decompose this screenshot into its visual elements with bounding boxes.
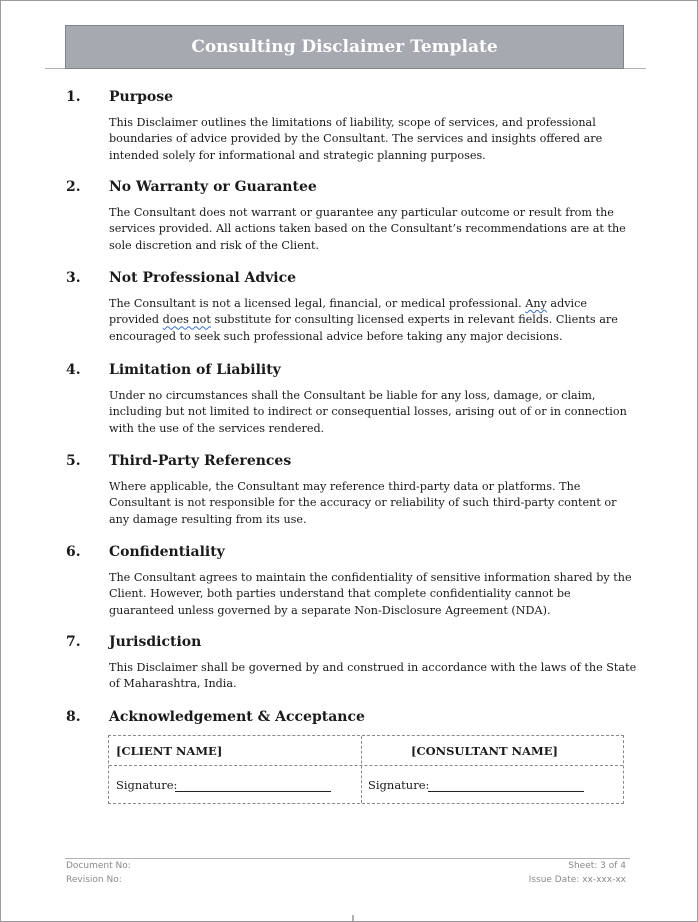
- body-line: services provided. All actions taken based on the Consultant’s recommendations are at the: [109, 222, 626, 236]
- client-name-cell: [CLIENT NAME]: [116, 744, 223, 758]
- section-body: [109, 570, 632, 619]
- body-line: intended solely for informational and strategic planning purposes.: [109, 148, 486, 162]
- section-number: 8.: [66, 709, 81, 725]
- spellcheck-underline: Any: [525, 297, 547, 310]
- section-body: [109, 388, 625, 437]
- section-number: 2.: [66, 179, 81, 195]
- section-body: [109, 205, 625, 254]
- body-line: The Consultant is not a licensed legal, financial, or medical professional. Any advice: [109, 297, 588, 310]
- section-title: Not Professional Advice: [109, 270, 297, 286]
- footer-sheet: Sheet: 3 of 4: [568, 861, 626, 871]
- spellcheck-underline: does not: [162, 313, 211, 327]
- body-line: This Disclaimer shall be governed by and construed in accordance with the laws of the State: [109, 661, 637, 674]
- section-number: 5.: [66, 453, 81, 469]
- section-title: Third-Party References: [109, 453, 292, 469]
- section-body: [109, 660, 637, 693]
- body-line: encouraged to seek such professional advice before taking any major decisions.: [109, 329, 563, 343]
- header-rule-left: [45, 68, 65, 69]
- body-line: of Maharashtra, India.: [109, 677, 237, 691]
- body-line: This Disclaimer outlines the limitations of liability, scope of services, and professional: [109, 116, 596, 129]
- consultant-signature-label: Signature:: [368, 778, 430, 792]
- footer-document-no: Document No:: [66, 861, 131, 871]
- body-line: The Consultant does not warrant or guarantee any particular outcome or result from the: [109, 206, 614, 219]
- consultant-signature-line[interactable]: [428, 791, 584, 792]
- body-line: with the use of the services rendered.: [109, 421, 325, 435]
- footer-rule: [65, 858, 630, 859]
- body-line: sole discretion and risk of the Client.: [109, 238, 320, 252]
- table-divider: [361, 736, 362, 803]
- section-number: 1.: [66, 89, 81, 105]
- body-line: boundaries of advice provided by the Consultant. The services and insights offered are: [109, 132, 603, 146]
- section-title: No Warranty or Guarantee: [109, 179, 317, 195]
- section-body: [109, 115, 625, 164]
- body-line: any damage resulting from its use.: [109, 512, 307, 526]
- document-title-banner: [65, 25, 624, 69]
- consultant-name-cell: [CONSULTANT NAME]: [411, 744, 558, 758]
- body-line: Client. However, both parties understand that complete confidentiality cannot be: [109, 587, 571, 601]
- page-marker: [352, 915, 354, 921]
- client-signature-line[interactable]: [175, 791, 331, 792]
- section-title: Jurisdiction: [109, 634, 202, 650]
- body-line: The Consultant agrees to maintain the confidentiality of sensitive information shared by the: [109, 571, 632, 584]
- section-title: Limitation of Liability: [109, 362, 281, 378]
- section-title: Acknowledgement & Acceptance: [109, 709, 365, 725]
- body-line: Where applicable, the Consultant may reference third-party data or platforms. The: [109, 480, 581, 493]
- client-signature-label: Signature:: [116, 778, 178, 792]
- signature-table: [108, 735, 624, 804]
- body-line: including but not limited to indirect or consequential losses, arising out of or in connection: [109, 405, 627, 419]
- section-title: Confidentiality: [109, 544, 225, 560]
- footer-revision-no: Revision No:: [66, 875, 122, 885]
- body-line: Under no circumstances shall the Consultant be liable for any loss, damage, or claim,: [109, 389, 596, 402]
- table-divider: [109, 765, 623, 766]
- section-number: 7.: [66, 634, 81, 650]
- document-title: Consulting Disclaimer Template: [191, 37, 498, 57]
- section-number: 3.: [66, 270, 81, 286]
- section-number: 6.: [66, 544, 81, 560]
- body-line: provided does not substitute for consulting licensed experts in relevant fields. Clients are: [109, 313, 618, 327]
- section-body: [109, 296, 625, 345]
- body-line: Consultant is not responsible for the accuracy or reliability of such third-party content or: [109, 496, 617, 510]
- header-rule-right: [624, 68, 646, 69]
- footer-issue-date: Issue Date: xx-xxx-xx: [528, 875, 626, 885]
- section-title: Purpose: [109, 89, 173, 105]
- section-body: [109, 479, 625, 528]
- body-line: guaranteed unless governed by a separate Non-Disclosure Agreement (NDA).: [109, 603, 551, 617]
- section-number: 4.: [66, 362, 81, 378]
